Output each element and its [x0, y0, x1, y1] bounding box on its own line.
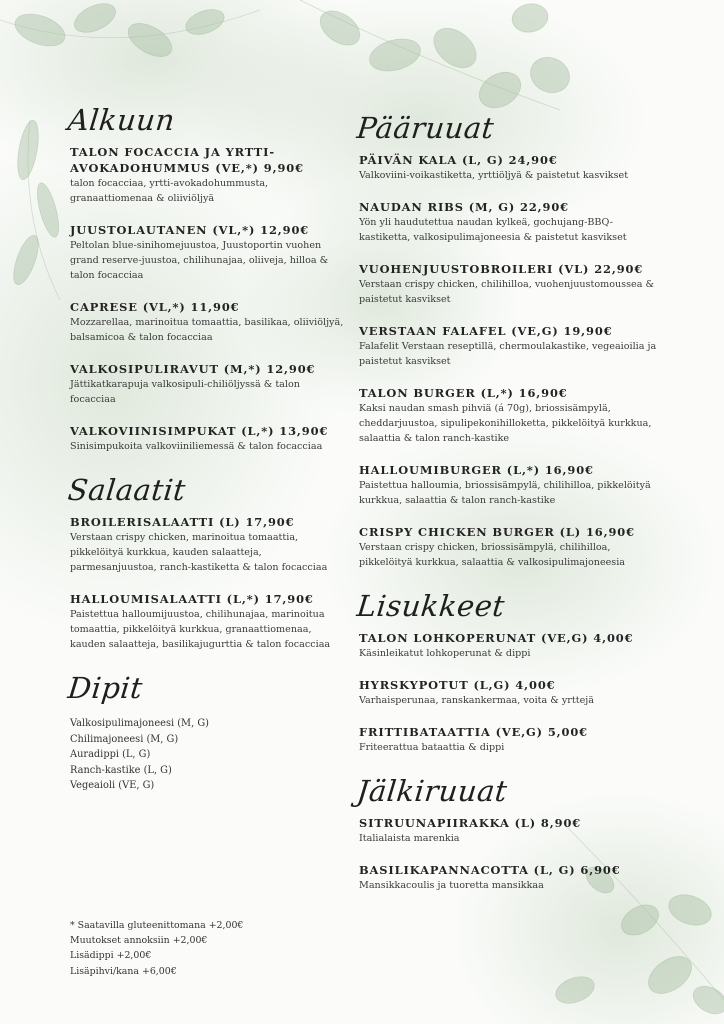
- menu-item-title: HYRSKYPOTUT (L,G) 4,00€: [359, 678, 556, 692]
- section-lisukkeet: [355, 586, 659, 755]
- menu-item: [359, 862, 659, 893]
- section-heading-jalkiruuat: Jälkiruuat: [355, 774, 509, 808]
- section-heading-salaatit: Salaatit: [66, 473, 188, 507]
- menu-item: [359, 630, 659, 661]
- menu-item-description: Sinisimpukoita valkoviiniliemessä & talon focacciaa: [70, 441, 323, 452]
- menu-item: [359, 815, 659, 846]
- menu-item-title: JUUSTOLAUTANEN (VL,*) 12,90€: [70, 223, 310, 237]
- footnote-line: Lisäpihvi/kana +6,00€: [70, 965, 177, 977]
- menu-item: [70, 144, 345, 206]
- menu-item-description: Friteerattua bataattia & dippi: [359, 742, 505, 753]
- menu-item: [359, 677, 659, 708]
- left-column: [66, 100, 345, 794]
- section-alkuun: [66, 100, 345, 454]
- menu-item: [359, 199, 659, 245]
- menu-item-description: Verstaan crispy chicken, marinoitua tomaattia, pikkelöityä kurkkua, kauden salaatteja, parmesanjuustoa, ranch-kastiketta & talon focacciaa: [70, 532, 328, 573]
- menu-item: [70, 361, 345, 407]
- menu-item-title: VALKOVIINISIMPUKAT (L,*) 13,90€: [70, 424, 329, 438]
- menu-item-title: BASILIKAPANNACOTTA (L, G) 6,90€: [359, 863, 621, 877]
- menu-item-description: Valkoviini-voikastiketta, yrttiöljyä & paistetut kasvikset: [359, 170, 629, 181]
- menu-item-title: PÄIVÄN KALA (L, G) 24,90€: [359, 153, 558, 167]
- footnote-line: Muutokset annoksiin +2,00€: [70, 935, 208, 947]
- menu-item-title: TALON BURGER (L,*) 16,90€: [359, 386, 568, 400]
- section-heading-alkuun: Alkuun: [66, 103, 177, 137]
- menu-item: [359, 385, 659, 446]
- menu-item-title: TALON LOHKOPERUNAT (VE,G) 4,00€: [359, 631, 634, 645]
- menu-item-title: NAUDAN RIBS (M, G) 22,90€: [359, 200, 569, 214]
- menu-item-description: Verstaan crispy chicken, chilihilloa, vuohenjuustomoussea & paistetut kasvikset: [359, 279, 654, 305]
- menu-item-title: FRITTIBATAATTIA (VE,G) 5,00€: [359, 725, 589, 739]
- section-jalkiruuat: [355, 771, 659, 893]
- section-dipit: [66, 668, 345, 794]
- menu-item-title: VALKOSIPULIRAVUT (M,*) 12,90€: [70, 362, 316, 376]
- menu-item: [359, 462, 659, 508]
- menu-item-description: Varhaisperunaa, ranskankermaa, voita & yrttejä: [359, 695, 594, 706]
- menu-item-title: SITRUUNAPIIRAKKA (L) 8,90€: [359, 816, 582, 830]
- menu-item-description: Paistettua halloumijuustoa, chilihunajaa, marinoitua tomaattia, pikkelöityä kurkkua, granaattiomenaa, kauden salaatteja, basilikajugurttia & talon focacciaa: [70, 609, 331, 650]
- footnotes: [70, 918, 243, 979]
- menu-item-description: Jättikatkarapuja valkosipuli-chiliöljyssä & talon focacciaa: [70, 379, 300, 405]
- footnote-line: * Saatavilla gluteenittomana +2,00€: [70, 920, 244, 931]
- menu-item-description: Mozzarellaa, marinoitua tomaattia, basilikaa, oliiviöljyä, balsamicoa & talon focacciaa: [70, 317, 344, 343]
- menu-item-title: HALLOUMISALAATTI (L,*) 17,90€: [70, 592, 314, 606]
- dip-item: Valkosipulimajoneesi (M, G): [70, 718, 209, 729]
- menu-item: [70, 222, 345, 283]
- dip-item: Ranch-kastike (L, G): [70, 764, 172, 776]
- right-column: [355, 108, 659, 909]
- menu-item: [359, 323, 659, 369]
- menu-item-description: Peltolan blue-sinihomejuustoa, Juustoportin vuohen grand reserve-juustoa, chilihunajaa, oliiveja, hilloa & talon focacciaa: [70, 240, 329, 281]
- menu-item-title: CRISPY CHICKEN BURGER (L) 16,90€: [359, 525, 635, 539]
- menu-item: [359, 724, 659, 755]
- menu-item: [359, 152, 659, 183]
- menu-item: [359, 261, 659, 307]
- section-salaatit: [66, 470, 345, 652]
- footnote-line: Lisädippi +2,00€: [70, 950, 152, 962]
- dip-list: [70, 716, 345, 794]
- menu-item-title: VERSTAAN FALAFEL (VE,G) 19,90€: [359, 324, 613, 338]
- menu-item-description: Paistettua halloumia, briossisämpylä, chilihilloa, pikkelöityä kurkkua, salaattia & talon ranch-kastike: [359, 480, 651, 506]
- menu-item-description: Falafelit Verstaan reseptillä, chermoulakastike, vegeaioilia ja paistetut kasvikset: [359, 341, 657, 367]
- dip-item: Chilimajoneesi (M, G): [70, 733, 179, 745]
- dip-item: Vegeaioli (VE, G): [70, 780, 155, 791]
- menu-item: [70, 514, 345, 575]
- section-heading-lisukkeet: Lisukkeet: [355, 589, 507, 623]
- menu-item-title: TALON FOCACCIA JA YRTTI-AVOKADOHUMMUS (VE,*) 9,90€: [70, 145, 304, 175]
- menu-item-description: Käsinleikatut lohkoperunat & dippi: [359, 648, 531, 659]
- section-paaruuat: [355, 108, 659, 570]
- menu-item-title: BROILERISALAATTI (L) 17,90€: [70, 515, 295, 529]
- menu-item-description: Verstaan crispy chicken, briossisämpylä, chilihilloa, pikkelöityä kurkkua, salaattia & valkosipulimajoneesia: [359, 542, 626, 568]
- menu-item-description: Yön yli haudutettua naudan kylkeä, gochujang-BBQ-kastiketta, valkosipulimajoneesia & paistetut kasvikset: [359, 217, 627, 243]
- menu-item-title: CAPRESE (VL,*) 11,90€: [70, 300, 240, 314]
- menu-item: [70, 299, 345, 345]
- menu-item: [70, 423, 345, 454]
- section-heading-paaruuat: Pääruuat: [355, 111, 496, 145]
- menu-item-description: Kaksi naudan smash pihviä (á 70g), briossisämpylä, cheddarjuustoa, sipulipekonihilloketta, pikkelöityä kurkkua, salaattia & talon ranch-kastike: [359, 403, 652, 444]
- section-heading-dipit: Dipit: [66, 671, 145, 705]
- menu-item-description: Italialaista marenkia: [359, 833, 460, 844]
- menu-item: [70, 591, 345, 652]
- menu-item-title: HALLOUMIBURGER (L,*) 16,90€: [359, 463, 594, 477]
- menu-item: [359, 524, 659, 570]
- menu-item-title: VUOHENJUUSTOBROILERI (VL) 22,90€: [359, 262, 644, 276]
- menu-item-description: talon focacciaa, yrtti-avokadohummusta, granaattiomenaa & oliiviöljyä: [70, 178, 269, 204]
- dip-item: Auradippi (L, G): [70, 749, 151, 760]
- menu-item-description: Mansikkacoulis ja tuoretta mansikkaa: [359, 880, 544, 891]
